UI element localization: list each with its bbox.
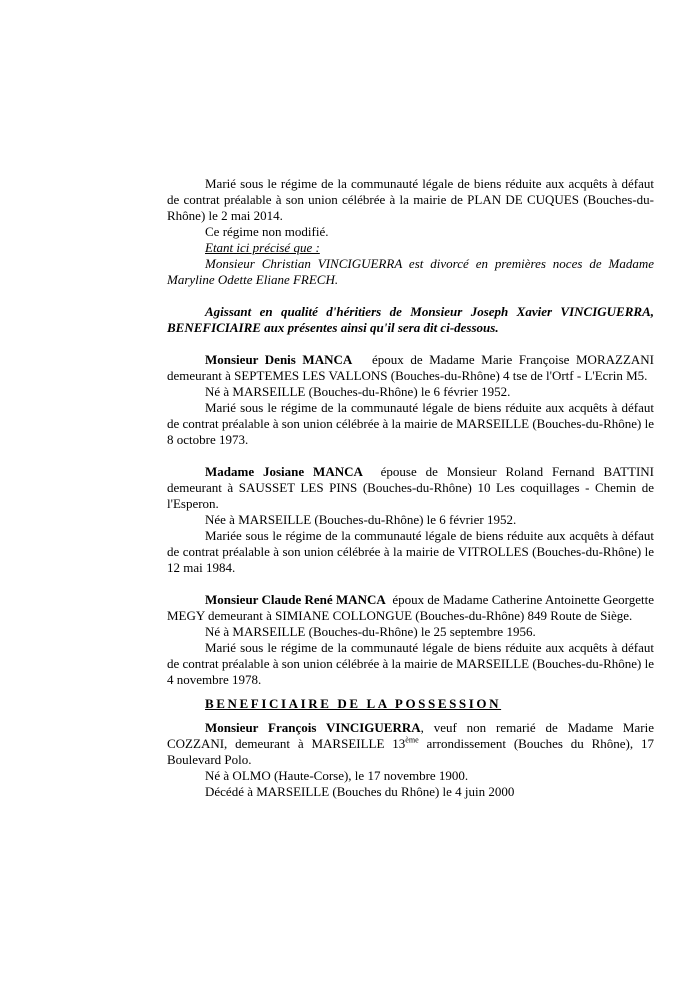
- heir-entry-josiane-manca: [167, 464, 654, 512]
- document-body: [167, 176, 654, 800]
- heir-marriage-denis-manca: Marié sous le régime de la communauté légale de biens réduite aux acquêts à défaut de contrat préalable à son union célébrée à la mairie de MARSEILLE (Bouches-du-Rhône) le 8 octobre 1973.: [167, 400, 654, 447]
- heir-description-text-claude-rene-manca: époux de Madame Catherine Antoinette Georgette MEGY demeurant à SIMIANE COLLONGUE (Bouches-du-Rhône) 849 Route de Siège.: [167, 592, 655, 623]
- heir-marriage-claude-rene-manca: Marié sous le régime de la communauté légale de biens réduite aux acquêts à défaut de contrat préalable à son union célébrée à la mairie de MARSEILLE (Bouches-du-Rhône) le 4 novembre 1978.: [167, 640, 654, 687]
- spacer: [167, 336, 654, 352]
- heir-name-denis-manca: Monsieur Denis MANCA: [205, 352, 353, 367]
- beneficiary-entry-francois-vinciguerra: [167, 720, 654, 768]
- paragraph-regime-unmodified: Ce régime non modifié.: [205, 224, 329, 239]
- spacer: [167, 288, 654, 304]
- heir-birth-claude-rene-manca: Né à MARSEILLE (Bouches-du-Rhône) le 25 septembre 1956.: [205, 624, 536, 639]
- spacer: [167, 688, 654, 696]
- beneficiary-description-part1: , veuf non remarié de Madame Marie COZZANI, demeurant à MARSEILLE 13: [167, 720, 654, 751]
- heir-birth-denis-manca: Né à MARSEILLE (Bouches-du-Rhône) le 6 février 1952.: [205, 384, 511, 399]
- spacer: [167, 576, 654, 592]
- paragraph-heirs-statement: Agissant en qualité d'héritiers de Monsieur Joseph Xavier VINCIGUERRA, BENEFICIAIRE aux présentes ainsi qu'il sera dit ci-dessous.: [167, 304, 654, 335]
- paragraph-divorce-note: Monsieur Christian VINCIGUERRA est divorcé en premières noces de Madame Maryline Odette Eliane FRECH.: [167, 256, 654, 287]
- heir-birth-josiane-manca: Née à MARSEILLE (Bouches-du-Rhône) le 6 février 1952.: [205, 512, 517, 527]
- beneficiary-description-part2: arrondissement (Bouches du Rhône), 17 Boulevard Polo.: [167, 736, 654, 767]
- beneficiary-birth: Né à OLMO (Haute-Corse), le 17 novembre 1900.: [205, 768, 469, 783]
- spacer: [167, 448, 654, 464]
- heir-name-josiane-manca: Madame Josiane MANCA: [205, 464, 363, 479]
- heir-description-text-denis-manca: époux de Madame Marie Françoise MORAZZANI demeurant à SEPTEMES LES VALLONS (Bouches-du-Rhône) 4 tse de l'Ortf - L'Ecrin M5.: [167, 352, 654, 383]
- heir-name-gap-josiane-manca: [363, 464, 381, 479]
- heir-entry-denis-manca: [167, 352, 654, 384]
- section-heading-beneficiaire-possession: BENEFICIAIRE DE LA POSSESSION: [205, 696, 502, 711]
- paragraph-precision-label: [167, 240, 654, 256]
- beneficiary-ordinal-superscript: ème: [405, 735, 419, 745]
- spacer: [167, 712, 654, 720]
- heir-name-claude-rene-manca: Monsieur Claude René MANCA: [205, 592, 386, 607]
- heir-entry-claude-rene-manca: [167, 592, 654, 624]
- paragraph-marriage-regime-vinciguerra: Marié sous le régime de la communauté légale de biens réduite aux acquêts à défaut de contrat préalable à son union célébrée à la mairie de PLAN DE CUQUES (Bouches-du-Rhône) le 2 mai 2014.: [167, 176, 654, 223]
- heir-marriage-josiane-manca: Mariée sous le régime de la communauté légale de biens réduite aux acquêts à défaut de contrat préalable à son union célébrée à la mairie de VITROLLES (Bouches-du-Rhône) le 12 mai 1984.: [167, 528, 654, 575]
- heir-description-denis-manca: [352, 352, 372, 367]
- precision-label-text: Etant ici précisé que :: [205, 240, 320, 255]
- beneficiary-death: Décédé à MARSEILLE (Bouches du Rhône) le 4 juin 2000: [205, 784, 515, 799]
- beneficiary-name-francois-vinciguerra: Monsieur François VINCIGUERRA: [205, 720, 421, 735]
- heir-description-text-josiane-manca: épouse de Monsieur Roland Fernand BATTINI demeurant à SAUSSET LES PINS (Bouches-du-Rhône) 10 Les coquillages - Chemin de l'Esperon.: [167, 464, 654, 511]
